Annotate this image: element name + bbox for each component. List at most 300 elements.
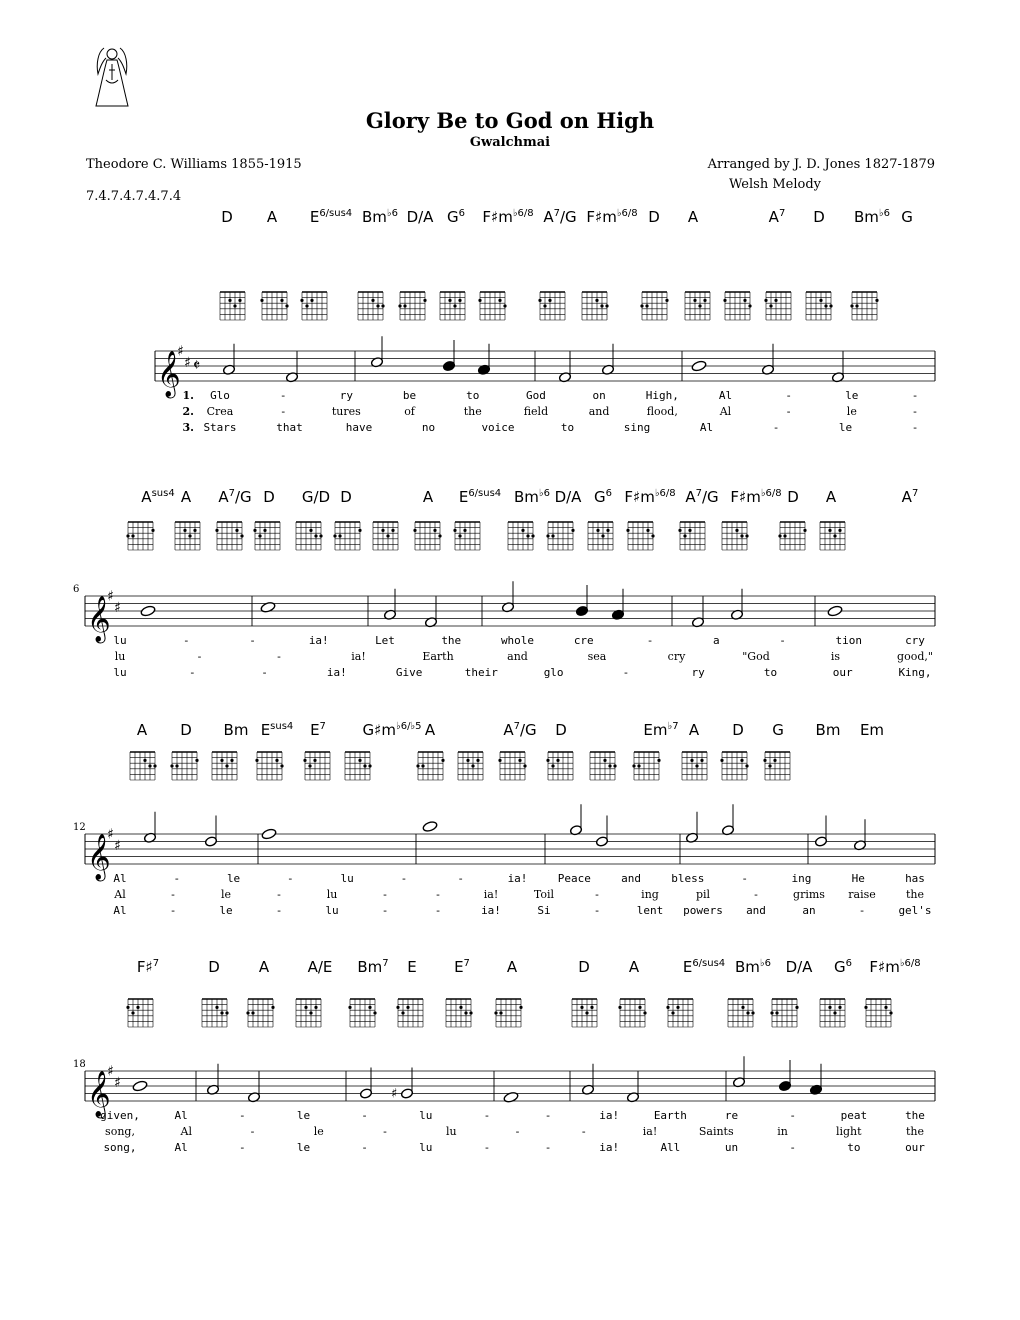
lyric-syllable: ia! xyxy=(481,904,501,917)
note xyxy=(501,581,514,613)
lyric-syllable: the xyxy=(463,405,482,418)
chord-symbol: $E^{6/sus4}$ xyxy=(682,958,726,976)
chord-diagram xyxy=(175,522,200,550)
lyric-syllable: - xyxy=(434,904,442,917)
lyric-syllable: - xyxy=(361,1141,368,1154)
chord-diagram xyxy=(416,752,444,780)
measure-number: 6 xyxy=(73,584,80,595)
chord-symbol: $G^6$ xyxy=(594,488,612,506)
chord-symbol: $Bm^{♭6}$ xyxy=(854,208,890,226)
lyric-syllable: - xyxy=(595,888,599,901)
lyric-syllable: gel's xyxy=(898,904,932,917)
note xyxy=(261,828,277,840)
key-signature: ♯ xyxy=(114,837,121,854)
key-signature: ♯ xyxy=(177,343,184,360)
chord-diagram xyxy=(212,752,237,780)
chord-symbol: A xyxy=(628,958,640,976)
lyric-syllable: King, xyxy=(898,666,932,679)
chord-diagram xyxy=(770,999,798,1027)
verse-line-2 xyxy=(115,650,933,663)
chord-symbol: Em xyxy=(859,721,885,739)
chord-symbol: A xyxy=(687,208,699,226)
lyric-syllable: cry xyxy=(905,634,925,647)
chord-symbol: D xyxy=(813,208,825,226)
measure-number: 18 xyxy=(73,1059,86,1070)
chord-symbol: D/A xyxy=(554,488,582,506)
lyric-syllable: of xyxy=(404,405,415,418)
lyric-syllable: in xyxy=(777,1125,788,1138)
chord-symbol: D xyxy=(180,721,192,739)
chord-symbol: D xyxy=(648,208,660,226)
note xyxy=(477,344,490,376)
chord-diagram xyxy=(296,999,321,1027)
treble-clef-icon: 𝄞 xyxy=(87,834,111,880)
lyric-syllable: - xyxy=(249,634,256,647)
note xyxy=(370,336,383,368)
chord-symbol: $Em^{♭7}$ xyxy=(643,721,679,739)
chord-symbol: $E^{sus4}$ xyxy=(260,721,294,739)
lyric-syllable: le xyxy=(220,888,232,901)
lyric-syllable: - xyxy=(383,1125,387,1138)
lyric-syllable: their xyxy=(464,666,498,679)
lyric-syllable: - xyxy=(169,904,177,917)
lyric-syllable: - xyxy=(544,1141,552,1154)
note xyxy=(391,1068,414,1102)
lyric-syllable: - xyxy=(238,1141,246,1154)
lyric-syllable: ia! xyxy=(351,650,366,663)
lyric-syllable: lu xyxy=(325,904,339,917)
lyric-syllable: ry xyxy=(339,389,353,402)
system-3 xyxy=(73,721,935,917)
lyric-syllable: ia! xyxy=(642,1125,658,1138)
note xyxy=(691,360,707,372)
melody-source: Welsh Melody xyxy=(729,177,821,192)
note xyxy=(732,1056,745,1088)
lyric-syllable: - xyxy=(383,888,387,901)
lyric-syllable: re xyxy=(724,1109,739,1122)
lyric-syllable: - xyxy=(287,872,294,885)
chord-symbol: D xyxy=(221,208,233,226)
chord-symbol: $G^6$ xyxy=(447,208,465,226)
lyric-syllable: given, xyxy=(100,1109,140,1122)
lyric-syllable: grims xyxy=(793,888,825,901)
chord-diagram xyxy=(626,522,654,550)
chord-symbol: A xyxy=(258,958,270,976)
lyric-syllable: Al xyxy=(113,872,127,885)
chord-symbol: $E^{6/sus4}$ xyxy=(458,488,502,506)
note xyxy=(626,1071,639,1103)
lyric-syllable: to xyxy=(847,1141,861,1154)
lyric-syllable: - xyxy=(772,421,780,434)
chord-symbol: Bm$^7$ xyxy=(357,958,389,976)
chord-symbol: D xyxy=(578,958,590,976)
treble-clef-icon: 𝄞 xyxy=(87,1071,111,1117)
staff xyxy=(73,1056,935,1119)
chord-symbol: $E^{6/sus4}$ xyxy=(309,208,353,226)
lyric-syllable: lu xyxy=(419,1109,433,1122)
note xyxy=(611,589,624,621)
chord-diagram xyxy=(820,522,845,550)
key-signature: ♯ xyxy=(107,826,114,843)
staff xyxy=(73,804,935,882)
note xyxy=(260,601,276,613)
key-signature: ♯ xyxy=(107,1063,114,1080)
lyric-syllable: to xyxy=(763,666,778,679)
verse-line-1 xyxy=(183,389,919,402)
lyric-syllable: good," xyxy=(897,650,933,663)
chord-diagram xyxy=(682,752,707,780)
lyric-syllable: light xyxy=(835,1125,862,1138)
note xyxy=(778,1060,791,1092)
chord-diagram xyxy=(220,292,245,320)
lyric-syllable: Toil xyxy=(533,888,555,901)
lyric-syllable: powers xyxy=(683,904,723,917)
chord-diagram xyxy=(764,292,791,320)
lyric-syllable: - xyxy=(275,904,283,917)
lyric-syllable: ia! xyxy=(599,1141,620,1154)
chord-symbol: $A^7$ xyxy=(901,488,919,506)
lyric-syllable: voice xyxy=(481,421,515,434)
lyric-syllable: the xyxy=(441,634,462,647)
chord-diagram xyxy=(130,752,157,780)
verse-line-3 xyxy=(113,666,931,679)
note xyxy=(222,344,235,376)
lyric-syllable: a xyxy=(712,634,720,647)
lyric-syllable: Stars xyxy=(203,421,237,434)
key-signature: ♯ xyxy=(114,599,121,616)
note xyxy=(761,344,774,376)
lyric-syllable: ia! xyxy=(599,1109,620,1122)
lyric-syllable: whole xyxy=(500,634,535,647)
chord-diagram xyxy=(720,752,748,780)
note xyxy=(569,804,582,836)
chord-symbol: A xyxy=(424,721,436,739)
lyric-syllable: - xyxy=(400,872,408,885)
lyric-syllable: un xyxy=(724,1141,739,1154)
chord-symbol: $F♯m^{♭6/8}$ xyxy=(586,208,638,226)
lyric-syllable: - xyxy=(436,888,440,901)
lyric-syllable: tures xyxy=(331,405,361,418)
chord-diagram xyxy=(345,752,372,780)
lyric-syllable: Al xyxy=(718,389,733,402)
lyric-syllable: le xyxy=(226,872,241,885)
note xyxy=(685,812,698,844)
lyric-syllable: peat xyxy=(840,1109,868,1122)
lyric-syllable: Al xyxy=(719,405,732,418)
lyric-syllable: Glo xyxy=(210,389,230,402)
lyric-syllable: be xyxy=(402,389,417,402)
lyric-syllable: ing xyxy=(791,872,812,885)
system-4 xyxy=(73,958,935,1154)
chord-diagram xyxy=(588,522,613,550)
lyric-syllable: - xyxy=(238,1109,246,1122)
lyric-syllable: - xyxy=(593,904,601,917)
lyric-syllable: Al xyxy=(174,1109,188,1122)
verse-line-3 xyxy=(103,1141,925,1154)
lyric-syllable: le xyxy=(219,904,233,917)
chord-symbol: $F♯m^{♭6/8}$ xyxy=(730,488,782,506)
lyric-syllable: the xyxy=(905,1125,925,1138)
tune-name: Gwalchmai xyxy=(469,135,551,150)
note xyxy=(383,589,396,621)
chord-diagram xyxy=(300,292,327,320)
chord-symbol: $G♯m^{♭6/♭5}$ xyxy=(362,721,422,739)
lyric-syllable: sea xyxy=(587,650,607,663)
lyric-syllable: cre xyxy=(573,634,594,647)
chord-symbol: $A^7/G$ xyxy=(503,721,537,739)
chord-diagram xyxy=(202,999,229,1027)
chord-symbol: D/A xyxy=(785,958,813,976)
chord-diagram xyxy=(398,292,426,320)
lyric-syllable: to xyxy=(466,389,480,402)
chord-symbol: A xyxy=(506,958,518,976)
lyric-syllable: ia! xyxy=(308,634,329,647)
lyric-syllable: - xyxy=(741,872,748,885)
lyric-syllable: - xyxy=(182,634,190,647)
lyric-syllable: lu xyxy=(419,1141,433,1154)
note xyxy=(809,1064,822,1096)
lyric-syllable: He xyxy=(851,872,865,885)
key-signature: ♯ xyxy=(184,354,191,371)
lyric-syllable: - xyxy=(754,888,758,901)
lyric-syllable: lu xyxy=(114,650,126,663)
note xyxy=(581,1064,594,1096)
lyric-syllable: song, xyxy=(103,1141,137,1154)
chord-diagram xyxy=(538,292,565,320)
lyric-syllable: ia! xyxy=(326,666,347,679)
chord-symbol: D/A xyxy=(406,208,434,226)
cut-time-icon: 𝄵 xyxy=(193,355,201,375)
lyric-syllable: on xyxy=(592,389,606,402)
note xyxy=(575,585,588,617)
meter: 7.4.7.4.7.4.7.4 xyxy=(86,189,182,204)
lyric-syllable: Peace xyxy=(557,872,591,885)
note xyxy=(132,1080,148,1092)
chord-diagram xyxy=(722,522,749,550)
note xyxy=(204,816,217,848)
chord-symbol: $F♯m^{♭6/8}$ xyxy=(482,208,534,226)
chord-diagram xyxy=(546,522,574,550)
note xyxy=(595,816,608,848)
lyric-syllable: le xyxy=(313,1125,324,1138)
note xyxy=(442,340,455,372)
note xyxy=(247,1071,260,1103)
svg-text:♯: ♯ xyxy=(391,1086,398,1102)
lyric-syllable: le xyxy=(296,1109,311,1122)
verse-line-2 xyxy=(183,405,918,418)
chord-diagram xyxy=(296,522,323,550)
lyric-syllable: and xyxy=(507,650,528,663)
chord-diagram xyxy=(303,752,330,780)
lyric-syllable: - xyxy=(515,1125,520,1138)
lyric-syllable: - xyxy=(173,872,181,885)
note xyxy=(359,1068,372,1100)
lyric-syllable: "God xyxy=(742,650,770,663)
lyric-syllable: - xyxy=(197,650,202,663)
note xyxy=(853,819,866,851)
verse-number: 3. xyxy=(182,421,194,434)
poet-credit: Theodore C. Williams 1855-1915 xyxy=(86,157,302,172)
lyric-syllable: flood, xyxy=(646,405,678,418)
chord-diagram xyxy=(494,999,522,1027)
lyric-syllable: the xyxy=(905,888,925,901)
key-signature: ♯ xyxy=(114,1074,121,1091)
song-title: Glory Be to God on High xyxy=(365,108,655,133)
lyric-syllable: - xyxy=(171,888,175,901)
chord-diagram xyxy=(348,999,376,1027)
chord-symbol: G xyxy=(772,721,784,739)
note xyxy=(831,351,844,383)
verse-number: 1. xyxy=(182,389,194,402)
lyric-syllable: High, xyxy=(645,389,679,402)
lyric-syllable: sing xyxy=(623,421,651,434)
chord-diagram xyxy=(763,752,790,780)
chord-diagram xyxy=(440,292,465,320)
lyric-syllable: Al xyxy=(699,421,714,434)
lyric-syllable: Earth xyxy=(653,1109,687,1122)
chord-diagram xyxy=(478,292,506,320)
lyric-syllable: and xyxy=(588,405,610,418)
lyric-syllable: - xyxy=(786,405,791,418)
lyric-syllable: bless xyxy=(671,872,705,885)
lyric-syllable: lu xyxy=(326,888,338,901)
lyric-syllable: has xyxy=(905,872,925,885)
lyric-syllable: le xyxy=(838,421,853,434)
note xyxy=(422,820,438,832)
lyric-syllable: God xyxy=(525,389,546,402)
chord-diagram xyxy=(685,292,710,320)
note xyxy=(721,804,734,836)
arranger-credit: Arranged by J. D. Jones 1827-1879 xyxy=(707,157,935,172)
lyric-syllable: - xyxy=(911,421,919,434)
chord-symbol: Bm xyxy=(223,721,249,739)
lyric-syllable: - xyxy=(457,872,465,885)
chord-symbol: A xyxy=(180,488,192,506)
chord-symbol: A xyxy=(136,721,148,739)
chord-symbol: $A^7$ xyxy=(768,208,786,226)
chord-diagram xyxy=(678,522,705,550)
lyric-syllable: le xyxy=(846,405,857,418)
chord-diagram xyxy=(728,999,755,1027)
chord-diagram xyxy=(373,522,398,550)
chord-diagram xyxy=(458,752,483,780)
lyric-syllable: cry xyxy=(667,650,686,663)
note xyxy=(140,605,156,617)
lyric-syllable: - xyxy=(779,634,786,647)
chord-diagram xyxy=(498,752,526,780)
lyric-syllable: - xyxy=(858,904,866,917)
measure-number: 12 xyxy=(73,822,86,833)
lyric-syllable: - xyxy=(188,666,196,679)
chord-diagram xyxy=(666,999,693,1027)
treble-clef-icon: 𝄞 xyxy=(157,351,181,397)
chord-diagram xyxy=(778,522,806,550)
lyric-syllable: - xyxy=(361,1109,368,1122)
note xyxy=(730,589,743,621)
chord-symbol: $F♯m^{♭6/8}$ xyxy=(624,488,676,506)
chord-symbol: D xyxy=(732,721,744,739)
chord-diagram xyxy=(253,522,280,550)
note xyxy=(503,1091,519,1103)
verse-line-3 xyxy=(113,904,931,917)
chord-symbol: D xyxy=(263,488,275,506)
verse-line-1 xyxy=(113,872,925,885)
chord-diagram xyxy=(358,292,385,320)
chord-symbol: $A^7/G$ xyxy=(685,488,719,506)
lyric-syllable: - xyxy=(581,1125,586,1138)
lyric-syllable: Saints xyxy=(698,1125,734,1138)
lyric-syllable: lu xyxy=(113,634,127,647)
chord-diagram xyxy=(820,999,845,1027)
lyric-syllable: - xyxy=(913,405,917,418)
key-signature: ♯ xyxy=(107,588,114,605)
lyric-syllable: lent xyxy=(636,904,664,917)
chord-symbol: A xyxy=(825,488,837,506)
chord-diagram xyxy=(582,292,609,320)
system-1 xyxy=(155,208,935,434)
chord-symbol: G/D xyxy=(301,488,331,506)
lyric-syllable: have xyxy=(345,421,373,434)
lyric-syllable: - xyxy=(483,1109,491,1122)
lyric-syllable: Crea xyxy=(206,405,234,418)
chord-symbol: A xyxy=(422,488,434,506)
lyric-syllable: an xyxy=(802,904,816,917)
system-2 xyxy=(73,488,935,679)
chord-diagram xyxy=(446,999,473,1027)
lyric-syllable: lu xyxy=(113,666,127,679)
treble-clef-icon: 𝄞 xyxy=(87,596,111,642)
chord-diagram xyxy=(632,752,660,780)
chord-diagram xyxy=(215,522,243,550)
chord-diagram xyxy=(618,999,646,1027)
lyric-syllable: - xyxy=(789,1141,797,1154)
lyric-syllable: ing xyxy=(641,888,659,901)
note xyxy=(691,596,704,628)
lyric-syllable: le xyxy=(845,389,859,402)
chord-diagram xyxy=(170,752,198,780)
chord-symbol: D xyxy=(340,488,352,506)
verse-line-1 xyxy=(100,1109,925,1122)
lyric-syllable: - xyxy=(381,904,389,917)
chord-diagram xyxy=(806,292,833,320)
chord-symbol: D xyxy=(208,958,220,976)
note xyxy=(424,596,437,628)
lyric-syllable: - xyxy=(277,888,281,901)
verse-line-3 xyxy=(183,421,919,434)
lyric-syllable: - xyxy=(483,1141,491,1154)
chord-diagram xyxy=(640,292,668,320)
chord-symbol: $A^{sus4}$ xyxy=(141,488,175,506)
chord-diagram xyxy=(723,292,751,320)
chord-diagram xyxy=(850,292,878,320)
chord-symbol: $G^6$ xyxy=(834,958,852,976)
lyric-syllable: no xyxy=(421,421,436,434)
chord-diagram xyxy=(396,999,423,1027)
chord-diagram xyxy=(126,999,153,1027)
chord-symbol: $F♯m^{♭6/8}$ xyxy=(869,958,921,976)
lyric-syllable: Si xyxy=(537,904,551,917)
lyric-syllable: our xyxy=(832,666,853,679)
chord-diagram xyxy=(126,522,154,550)
lyric-syllable: All xyxy=(660,1141,681,1154)
chord-symbol: D xyxy=(787,488,799,506)
chord-diagram xyxy=(260,292,288,320)
lyric-syllable: song, xyxy=(105,1125,135,1138)
lyric-syllable: lu xyxy=(445,1125,457,1138)
chord-symbol: Bm xyxy=(815,721,841,739)
chord-diagram xyxy=(246,999,274,1027)
verse-line-2 xyxy=(105,1125,924,1138)
